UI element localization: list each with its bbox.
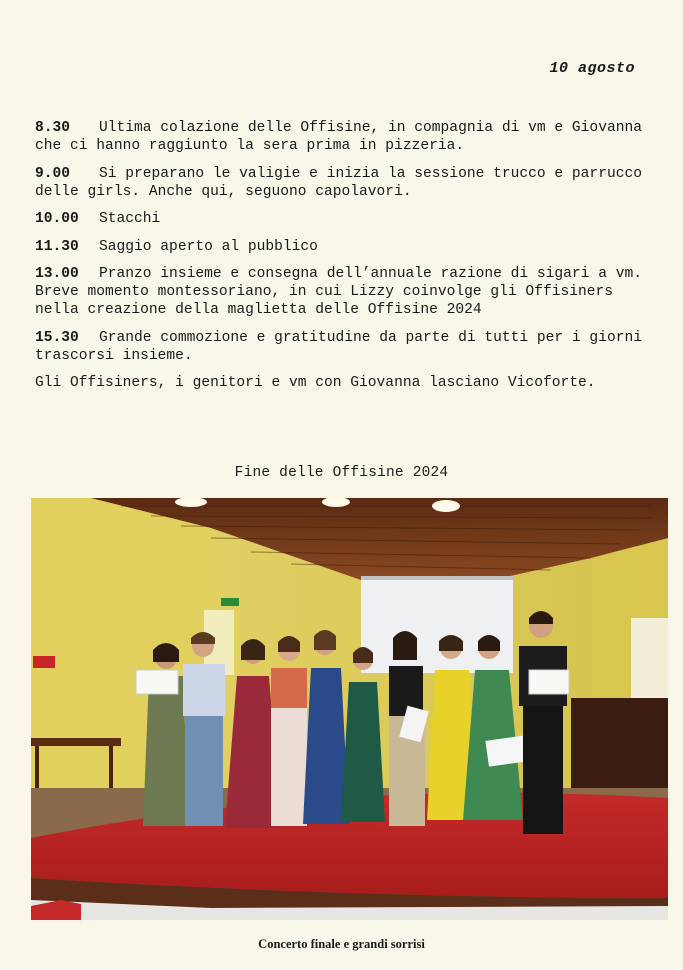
entry-text: Saggio aperto al pubblico (99, 238, 318, 255)
entry-time: 8.30 (35, 120, 71, 136)
schedule-entry (35, 119, 643, 155)
entry-text: Stacchi (99, 211, 161, 227)
closing-paragraph: Gli Offisiners, i genitori e vm con Giovanna lasciano Vicoforte. (35, 375, 596, 391)
schedule-entry (35, 265, 643, 319)
group-photo-illustration (31, 498, 668, 920)
schedule-entry (35, 238, 643, 256)
entry-time: 13.00 (35, 266, 79, 282)
schedule-entry (35, 165, 643, 201)
entry-text: Pranzo insieme e consegna dell’annuale razione di sigari a vm. Breve momento montessoriano, in cui Lizzy coinvolge gli Offisiners nella creazione della maglietta delle Offisine 2024 (35, 266, 642, 318)
page-date: 10 agosto (549, 60, 635, 77)
schedule-list (35, 119, 643, 402)
entry-text: Si preparano le valigie e inizia la sessione trucco e parrucco delle girls. Anche qui, seguono capolavori. (35, 165, 642, 200)
entry-text: Grande commozione e gratitudine da parte di tutti per i giorni trascorsi insieme. (35, 329, 642, 364)
entry-time: 11.30 (35, 238, 79, 255)
entry-text: Ultima colazione delle Offisine, in compagnia di vm e Giovanna che ci hanno raggiunto la sera prima in pizzeria. (35, 120, 642, 154)
entry-time: 15.30 (35, 329, 79, 346)
end-title: Fine delle Offisine 2024 (234, 465, 449, 481)
entry-time: 10.00 (35, 211, 79, 227)
entry-time: 9.00 (35, 165, 71, 182)
schedule-entry (35, 210, 643, 228)
group-photo (31, 498, 668, 920)
photo-caption: Concerto finale e grandi sorrisi (258, 937, 425, 951)
schedule-entry (35, 329, 643, 365)
